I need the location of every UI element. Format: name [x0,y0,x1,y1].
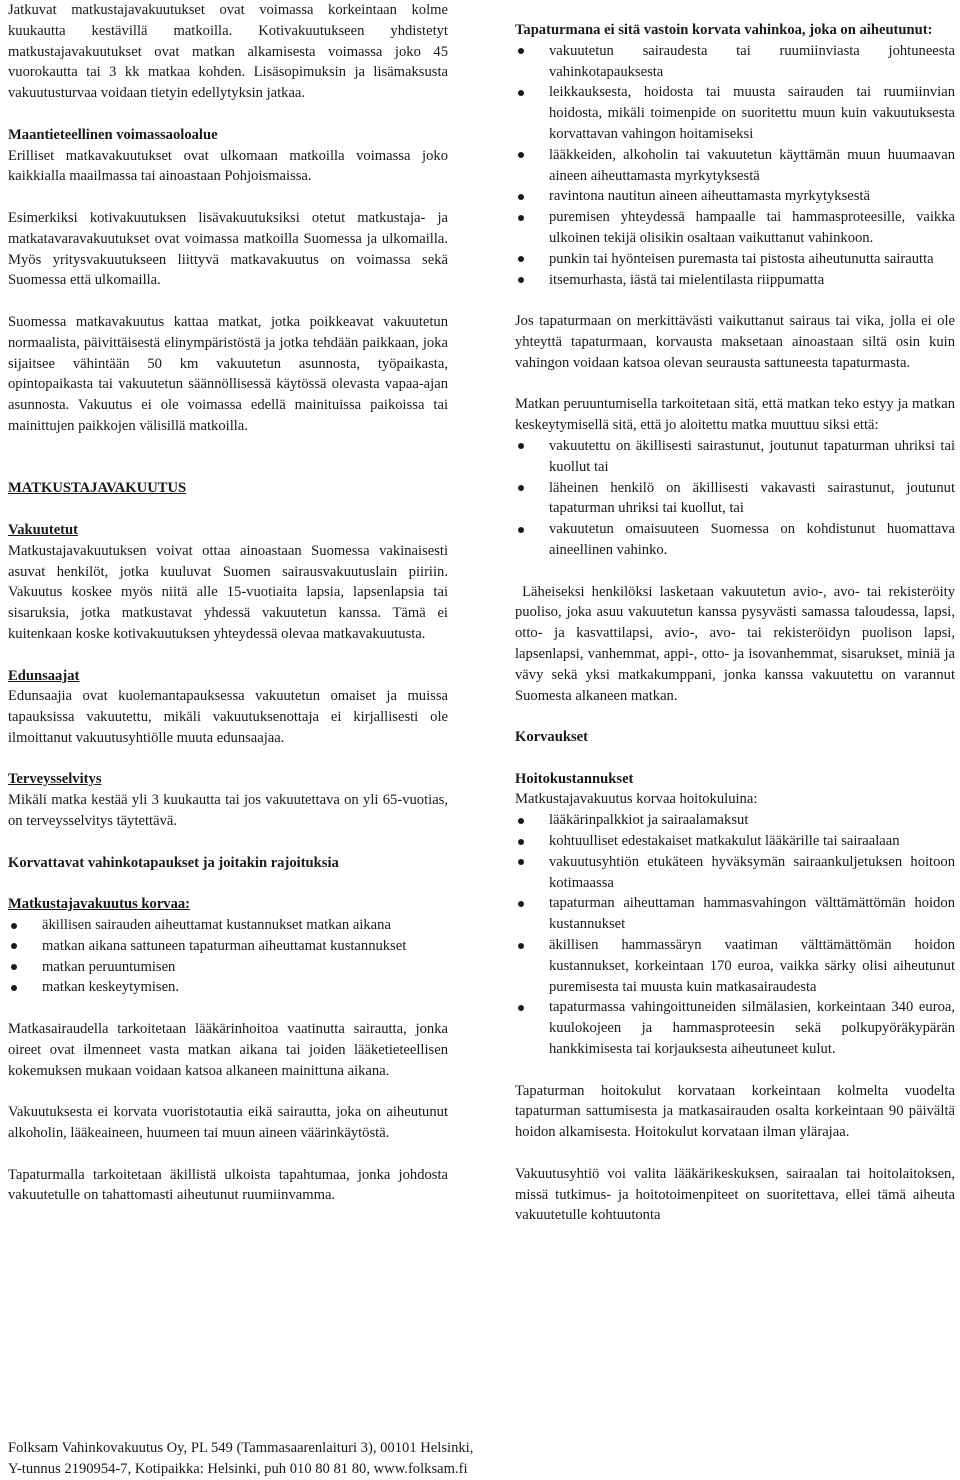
list-item: vakuutetun omaisuuteen Suomessa on kohdistunut huomattava aineellinen vahinko. [515,519,955,561]
travel-illness-paragraph: Matkasairaudella tarkoitetaan lääkärinhoitoa vaatinutta sairautta, jonka oireet ovat ilmenneet vasta matkan aikana tai joiden lääketieteellisen kokemuksen mukaan voidaan katsoa alkaneen mainittuna aikana. [8,1021,448,1079]
list-item: lääkärinpalkkiot ja sairaalamaksut [515,810,955,831]
covers-list [8,915,448,998]
footer-address: Folksam Vahinkovakuutus Oy, PL 549 (Tammasaarenlaituri 3), 00101 Helsinki, [8,1440,474,1456]
list-item: matkan peruuntumisen [8,957,448,978]
list-item: matkan aikana sattuneen tapaturman aiheuttamat kustannukset [8,936,448,957]
list-item: lääkkeiden, alkoholin tai vakuutetun käyttämän muun huumaavan aineen aiheuttamasta myrkytyksestä [515,145,955,187]
list-item: itsemurhasta, iästä tai mielentilasta riippumatta [515,270,955,291]
left-column [8,0,448,1206]
cancellation-paragraph: Matkan peruuntumisella tarkoitetaan sitä, että matkan teko estyy ja matkan keskeytymisellä sitä, että jo aloitettu matka muuttuu siksi että: [515,396,955,434]
not-covered-heading: Tapaturmana ei sitä vastoin korvata vahinkoa, joka on aiheutunut: [515,22,933,38]
insured-heading: Vakuutetut [8,521,79,538]
covers-heading: Matkustajavakuutus korvaa: [8,896,191,913]
geo-heading: Maantieteellinen voimassaoloalue [8,126,218,143]
page-footer [8,1438,708,1480]
health-paragraph: Mikäli matka kestää yli 3 kuukautta tai jos vakuutettava on yli 65-vuotias, on terveysselvitys täytettävä. [8,792,448,830]
list-item: vakuutusyhtiön etukäteen hyväksymän sairaankuljetuksen hoitoon kotimaassa [515,852,955,894]
claims-heading: Korvattavat vahinkotapaukset ja joitakin rajoituksia [8,854,339,871]
cancellation-list [515,436,955,561]
list-item: matkan keskeytymisen. [8,977,448,998]
compensation-heading: Korvaukset [515,729,588,746]
list-item: tapaturman aiheuttaman hammasvahingon välttämättömän hoidon kustannukset [515,893,955,935]
relatives-paragraph: Läheiseksi henkilöksi lasketaan vakuutetun avio-, avo- tai rekisteröity puoliso, joka asuu vakuutetun kanssa pysyvästi samassa taloudessa, lapsi, otto- ja kasvattilapsi, avio-, avo- tai rekisteröidyn puolison lapsi, lapsenlapsi, vanhemmat, appi-, otto- ja isovanhemmat, sisarukset, miniä ja vävy sekä yksi matkakumppani, jonka kanssa vakuutettu on varannut Suomesta alkaneen matkan. [515,583,959,704]
example-paragraph: Esimerkiksi kotivakuutuksen lisävakuutuksiksi otetut matkustaja- ja matkatavaravakuutukset ovat voimassa matkoilla Suomessa ja ulkomailla. Myös yritysvakuutukseen liittyvä matkavakuutus on voimassa sekä Suomessa että ulkomailla. [8,209,448,289]
intro-paragraph: Jatkuvat matkustajavakuutukset ovat voimassa korkeintaan kolme kuukautta kestävillä matkoilla. Kotivakuutukseen yhdistetyt matkustajavakuutukset ovat matkan alkamisesta voimassa joko 45 vuorokautta tai 3 kk matkaa kohden. Lisäsopimuksin ja lisämaksusta vakuutusturvaa voidaan tietyin edellytyksin jatkaa. [8,2,448,102]
finland-paragraph: Suomessa matkavakuutus kattaa matkat, jotka poikkeavat vakuutetun normaalista, päivittäisestä elinympäristöstä ja jotka tehdään paikkaan, joka sijaitsee vähintään 50 km vakuutetun asunnosta, työpaikasta, opintopaikasta tai vakuutetun säännöllisessä käytössä olevasta vapaa-ajan asunnosta. Vakuutus ei ole voimassa edellä mainituissa paikoissa tai mainittujen paikkojen välisillä matkoilla. [8,313,448,434]
health-heading: Terveysselvitys [8,771,102,788]
list-item: punkin tai hyönteisen puremasta tai pistosta aiheutunutta sairautta [515,249,955,270]
list-item: äkillisen hammassäryn vaatiman välttämättömän hoidon kustannukset, korkeintaan 170 euroa, vaikka särky olisi aiheutunut puremisesta tai muusta kuin matkasairaudesta [515,935,955,997]
insured-paragraph: Matkustajavakuutuksen voivat ottaa ainoastaan Suomessa vakinaisesti asuvat henkilöt, jotka kuuluvat Suomen sairausvakuutuslain piiriin. Vakuutus koskee myös niitä alle 15-vuotiaita lapsia, lapsenlapsia tai sisaruksia, jotka matkustavat yhdessä vakuutetun kanssa. Tämä ei kuitenkaan koske kotivakuutuksen yhteydessä olevaa matkavakuutusta. [8,542,448,642]
list-item: kohtuulliset edestakaiset matkakulut lääkärille tai sairaalaan [515,831,955,852]
list-item: puremisen yhteydessä hampaalle tai hammasproteesille, vaikka ulkoinen tekijä olisikin osaltaan vaikuttanut vahinkoon. [515,207,955,249]
clinic-paragraph: Vakuutusyhtiö voi valita lääkärikeskuksen, sairaalan tai hoitolaitoksen, missä tutkimus- ja hoitotoimenpiteet on suoritettava, ellei tämä aiheuta vakuutetulle kohtuutonta [515,1165,955,1224]
footer-contact: Y-tunnus 2190954-7, Kotipaikka: Helsinki, puh 010 80 81 80, www.folksam.fi [8,1460,468,1477]
list-item: vakuutettu on äkillisesti sairastunut, joutunut tapaturman uhriksi tai kuollut tai [515,436,955,478]
list-item: äkillisen sairauden aiheuttamat kustannukset matkan aikana [8,915,448,936]
section-title: MATKUSTAJAVAKUUTUS [8,480,187,497]
significant-paragraph: Jos tapaturmaan on merkittävästi vaikuttanut sairaus tai vika, jolla ei ole yhteyttä tapaturmaan, korvausta maksetaan ainoastaan siltä osin kuin vahingon voidaan katsoa olevan seurausta sattuneesta tapaturmasta. [515,313,955,371]
list-item: ravintona nautitun aineen aiheuttamasta myrkytyksestä [515,186,955,207]
exclusions-paragraph: Vakuutuksesta ei korvata vuoristotautia eikä sairautta, joka on aiheutunut alkoholin, lääkeaineen, huumeen tai muun aineen väärinkäytöstä. [8,1104,448,1142]
beneficiaries-paragraph: Edunsaajia ovat kuolemantapauksessa vakuutetun omaiset ja muissa tapauksissa vakuutettu, mikäli vakuutuksenottaja ei kirjallisesti ole ilmoittanut vakuutusyhtiölle muuta edunsaajaa. [8,688,448,746]
not-covered-list [515,41,955,291]
care-costs-intro: Matkustajavakuutus korvaa hoitokuluina: [515,791,758,808]
right-column [515,20,959,1226]
list-item: läheinen henkilö on äkillisesti vakavasti sairastunut, joutunut tapaturman uhriksi tai kuollut, tai [515,478,955,520]
list-item: tapaturmassa vahingoittuneiden silmälasien, korkeintaan 340 euroa, kuulokojeen ja hammasproteesin sekä polkupyöräkypärän hankkimisesta tai korjauksesta aiheutuneet kulut. [515,997,955,1059]
accident-care-paragraph: Tapaturman hoitokulut korvataan korkeintaan kolmelta vuodelta tapaturman sattumisesta ja matkasairauden osalta korkeintaan 90 päivältä hoidon alkamisesta. Hoitokulut korvataan ilman ylärajaa. [515,1082,955,1141]
list-item: leikkauksesta, hoidosta tai muusta sairauden tai ruumiinvian hoidosta, mikäli toimenpide on suoritettu muun kuin vakuutuksesta korvattavan vahingon hoitamiseksi [515,82,955,144]
care-costs-heading: Hoitokustannukset [515,770,634,787]
accident-paragraph: Tapaturmalla tarkoitetaan äkillistä ulkoista tapahtumaa, jonka johdosta vakuutetulle on tahattomasti aiheutunut ruumiinvamma. [8,1166,448,1204]
list-item: vakuutetun sairaudesta tai ruumiinviasta johtuneesta vahinkotapauksesta [515,41,955,83]
beneficiaries-heading: Edunsaajat [8,667,80,684]
care-costs-list [515,810,955,1060]
geo-paragraph: Erilliset matkavakuutukset ovat ulkomaan matkoilla voimassa joko kaikkialla maailmassa tai ainoastaan Pohjoismaissa. [8,147,448,185]
